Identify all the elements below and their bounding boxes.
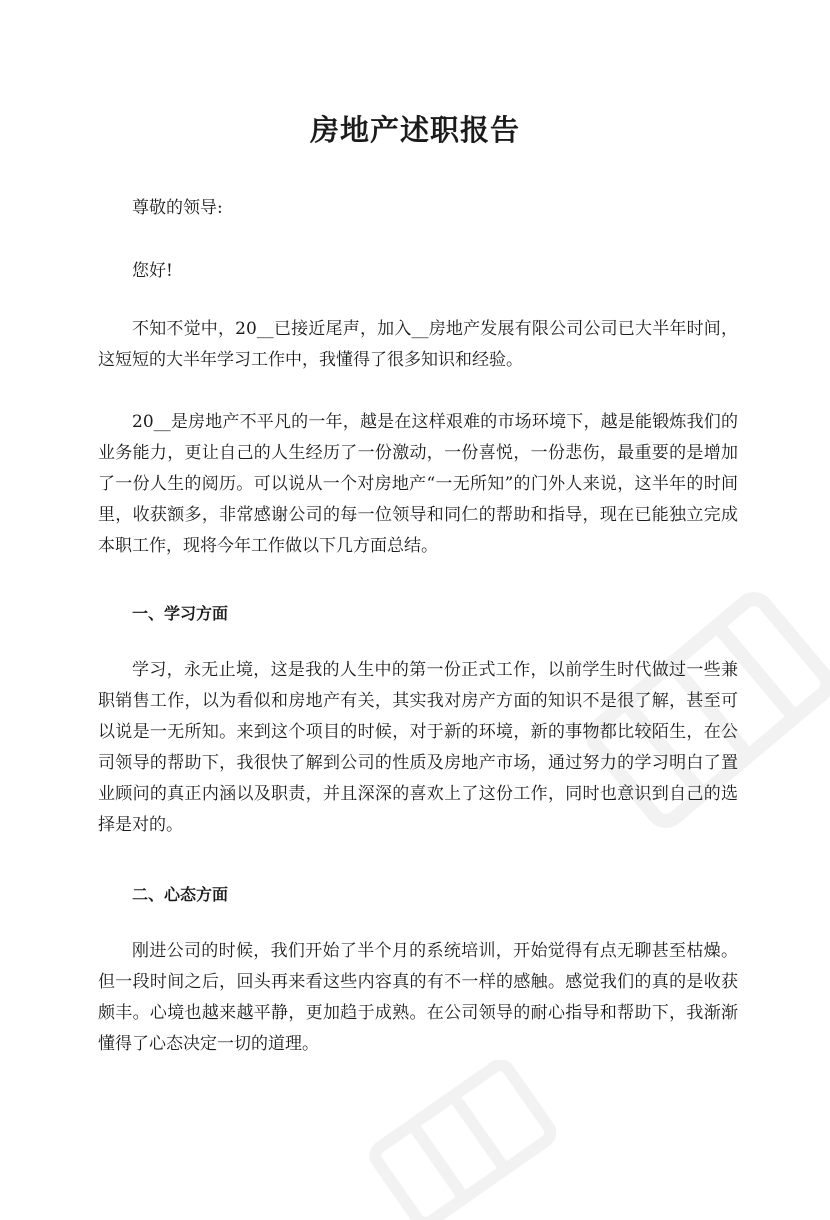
section-body-mindset: 刚进公司的时候，我们开始了半个月的系统培训，开始觉得有点无聊甚至枯燥。但一段时间之后，回头再来看这些内容真的有不一样的感触。感觉我们的真的是收获颇丰。心境也越来越平静，更加趋于成熟。在公司领导的耐心指导和帮助下，我渐渐懂得了心态决定一切的道理。	[98, 941, 738, 1054]
section-body-study: 学习，永无止境，这是我的人生中的第一份正式工作，以前学生时代做过一些兼职销售工作，以为看似和房地产有关，其实我对房产方面的知识不是很了解，甚至可以说是一无所知。来到这个项目的时候，对于新的环境，新的事物都比较陌生，在公司领导的帮助下，我很快了解到公司的性质及房地产市场，通过努力的学习明白了置业顾问的真正内涵以及职责，并且深深的喜欢上了这份工作，同时也意识到自己的选择是对的。	[98, 660, 738, 835]
salutation: 尊敬的领导:	[132, 198, 223, 218]
paragraph-year-review: 20__是房地产不平凡的一年，越是在这样艰难的市场环境下，越是能锻炼我们的业务能力，更让自己的人生经历了一份激动，一份喜悦，一份悲伤，最重要的是增加了一份人生的阅历。可以说从一个对房地产“一无所知”的门外人来说，这半年的时间里，收获额多，非常感谢公司的每一位领导和同仁的帮助和指导，现在已能独立完成本职工作，现将今年工作做以下几方面总结。	[98, 412, 738, 556]
watermark-logo-icon-secondary	[360, 1060, 560, 1220]
document-title: 房地产述职报告	[309, 113, 520, 147]
section-heading-study: 一、学习方面	[132, 604, 229, 623]
greeting: 您好!	[132, 261, 173, 281]
paragraph-intro: 不知不觉中，20__已接近尾声，加入__房地产发展有限公司公司已大半年时间，这短短的大半年学习工作中，我懂得了很多知识和经验。	[98, 319, 738, 370]
section-heading-mindset: 二、心态方面	[132, 885, 229, 904]
